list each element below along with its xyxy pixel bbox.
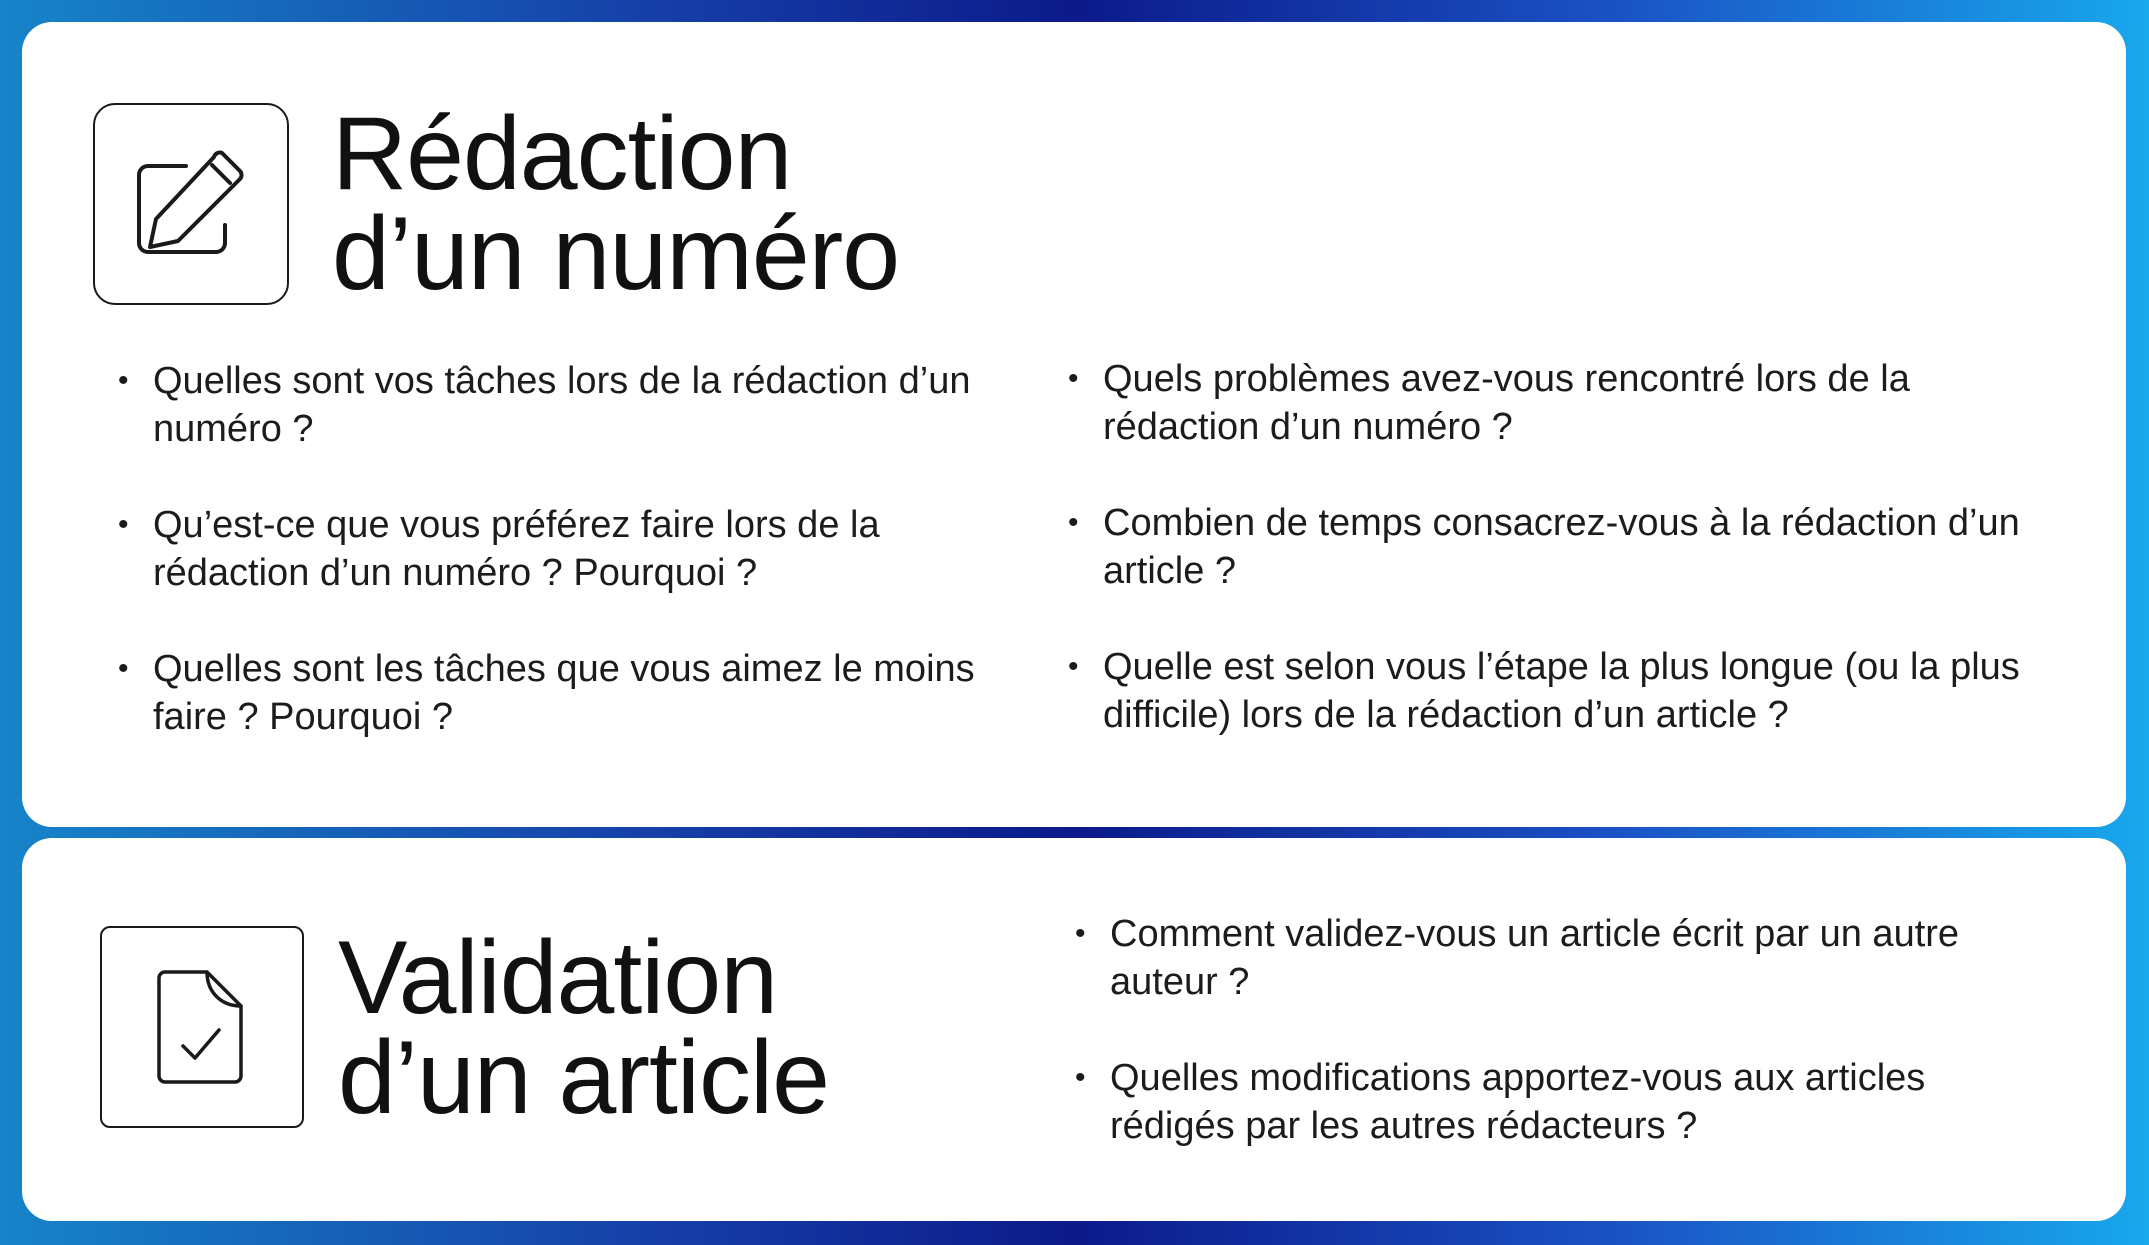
edit-pencil-icon xyxy=(93,103,289,305)
question-list-left xyxy=(118,357,978,789)
question-list-right xyxy=(1068,355,2028,787)
question-item: • Qu’est-ce que vous préférez faire lors de la rédaction d’un numéro ? Pourquoi ? xyxy=(118,501,978,597)
section-title xyxy=(332,96,1032,312)
section-title xyxy=(338,920,1038,1136)
question-item: • Quelles sont vos tâches lors de la rédaction d’un numéro ? xyxy=(118,357,978,453)
question-item: • Quelles modifications apportez-vous aux articles rédigés par les autres rédacteurs ? xyxy=(1075,1054,2035,1150)
section-title-line-2: d’un numéro xyxy=(332,196,900,312)
question-item: • Comment validez-vous un article écrit par un autre auteur ? xyxy=(1075,910,2035,1006)
question-list xyxy=(1075,910,2035,1198)
section-title-line-1: Validation xyxy=(338,920,778,1036)
document-check-icon xyxy=(100,926,304,1128)
section-card-redaction xyxy=(22,22,2126,827)
question-item: • Quels problèmes avez-vous rencontré lors de la rédaction d’un numéro ? xyxy=(1068,355,2028,451)
section-title-line-2: d’un article xyxy=(338,1020,829,1136)
section-card-validation xyxy=(22,838,2126,1221)
question-item: • Quelles sont les tâches que vous aimez le moins faire ? Pourquoi ? xyxy=(118,645,978,741)
question-item: • Combien de temps consacrez-vous à la rédaction d’un article ? xyxy=(1068,499,2028,595)
question-item: • Quelle est selon vous l’étape la plus longue (ou la plus difficile) lors de la rédaction d’un article ? xyxy=(1068,643,2028,739)
section-title-line-1: Rédaction xyxy=(332,96,792,212)
